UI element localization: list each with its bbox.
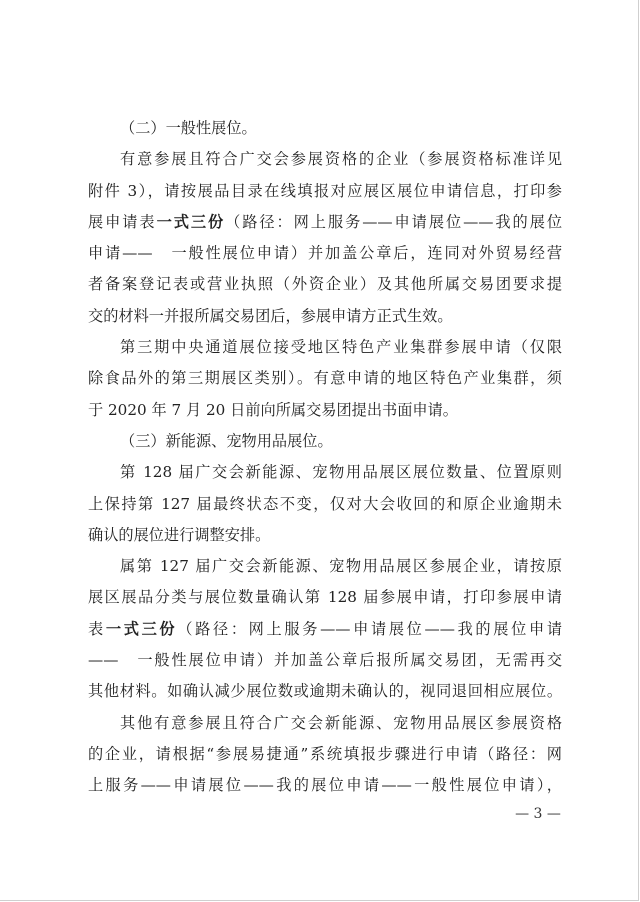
page-number: — 3 — [515, 806, 561, 822]
paragraph-text: 展申请表 [88, 212, 157, 231]
paragraph-text: 表 [88, 619, 106, 638]
paragraph-line: 有意参展且符合广交会参展资格的企业（参展资格标准详见 [120, 150, 562, 169]
paragraph-text: （路径：网上服务——申请展位——我的展位 [225, 212, 563, 231]
paragraph-line: 除食品外的第三期展区类别）。有意申请的地区特色产业集群，须 [88, 369, 562, 388]
paragraph-line [88, 614, 562, 645]
paragraph-line: —— 一般性展位申请）并加盖公章后报所属交易团，无需再交 [88, 651, 562, 670]
paragraph-line: 于 2020 年 7 月 20 日前向所属交易团提出书面申请。 [88, 400, 458, 419]
paragraph-line: 交的材料一并报所属交易团后，参展申请方正式生效。 [88, 306, 453, 325]
paragraph-line: 展区展品分类与展位数量确认第 128 届参展申请，打印参展申请 [88, 588, 562, 607]
paragraph-line: 属第 127 届广交会新能源、宠物用品展区参展企业，请按原 [120, 557, 562, 576]
bold-emphasis: 一式三份 [105, 619, 178, 638]
paragraph-line: 其他材料。如确认减少展位数或逾期未确认的，视同退回相应展位。 [88, 682, 562, 701]
paragraph-line: 的企业，请根据“参展易捷通”系统填报步骤进行申请（路径：网 [88, 744, 562, 763]
section-heading-new-energy-pet-booth: （三）新能源、宠物用品展位。 [120, 431, 333, 450]
paragraph-line: 确认的展位进行调整安排。 [88, 525, 271, 544]
paragraph-line: 第三期中央通道展位接受地区特色产业集群参展申请（仅限 [120, 338, 562, 357]
paragraph-line: 第 128 届广交会新能源、宠物用品展区展位数量、位置原则 [120, 463, 562, 482]
document-body [88, 113, 562, 802]
paragraph-line: 上保持第 127 届最终状态不变，仅对大会收回的和原企业逾期未 [88, 494, 562, 513]
paragraph-line: 上服务——申请展位——我的展位申请——一般性展位申请）， [88, 776, 562, 795]
paragraph-line: 申请—— 一般性展位申请）并加盖公章后，连同对外贸易经营 [88, 244, 562, 263]
paragraph-line: 附件 3），请按展品目录在线填报对应展区展位申请信息，打印参 [88, 181, 562, 200]
bold-emphasis: 一式三份 [156, 212, 226, 231]
paragraph-line: 其他有意参展且符合广交会新能源、宠物用品展区参展资格 [120, 713, 562, 732]
paragraph-line [88, 207, 562, 238]
section-heading-general-booth: （二）一般性展位。 [120, 119, 257, 137]
paragraph-text: （路径：网上服务——申请展位——我的展位申请 [177, 619, 563, 638]
paragraph-line: 者备案登记表或营业执照（外资企业）及其他所属交易团要求提 [88, 275, 562, 294]
